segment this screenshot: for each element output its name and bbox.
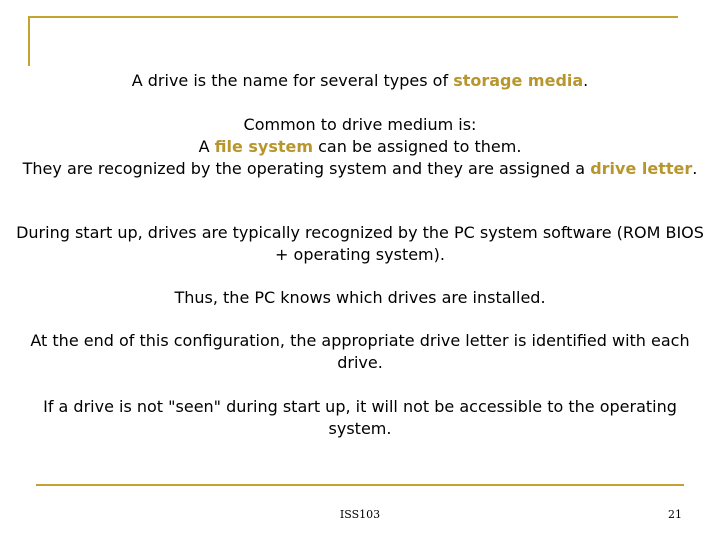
- paragraph-not-seen-line1: If a drive is not "seen" during start up, it will not be accessible to the operating: [43, 397, 677, 416]
- paragraph-startup-line1: During start up, drives are typically recognized by the PC system software (ROM BIOS: [16, 223, 704, 242]
- p3-highlight: file system: [214, 137, 314, 156]
- paragraph-startup-line2: + operating system).: [275, 245, 445, 264]
- p4-text-post: .: [692, 159, 698, 178]
- p1-text-post: .: [583, 71, 589, 90]
- bottom-rule: [36, 484, 684, 486]
- paragraph-drives-installed: Thus, the PC knows which drives are installed.: [174, 288, 546, 307]
- p1-highlight: storage media: [453, 71, 584, 90]
- paragraph-configuration-line1: At the end of this configuration, the appropriate drive letter is identified with each: [30, 331, 690, 350]
- p3-text-pre: A: [198, 137, 215, 156]
- paragraph-storage-media: [0, 70, 720, 92]
- paragraph-configuration-line2: drive.: [337, 353, 383, 372]
- paragraph-common-heading: Common to drive medium is:: [243, 115, 477, 134]
- p4-text-pre: They are recognized by the operating system and they are assigned a: [22, 159, 591, 178]
- footer-page-number: 21: [668, 508, 682, 521]
- paragraph-file-system: [0, 136, 720, 158]
- p4-highlight: drive letter: [590, 159, 693, 178]
- top-rule: [30, 16, 678, 18]
- paragraph-drive-letter: [0, 158, 720, 180]
- left-rule: [28, 16, 30, 66]
- p1-text-pre: A drive is the name for several types of: [131, 71, 454, 90]
- paragraph-not-seen-line2: system.: [328, 419, 392, 438]
- footer-course-code: ISS103: [339, 508, 381, 521]
- p3-text-post: can be assigned to them.: [313, 137, 522, 156]
